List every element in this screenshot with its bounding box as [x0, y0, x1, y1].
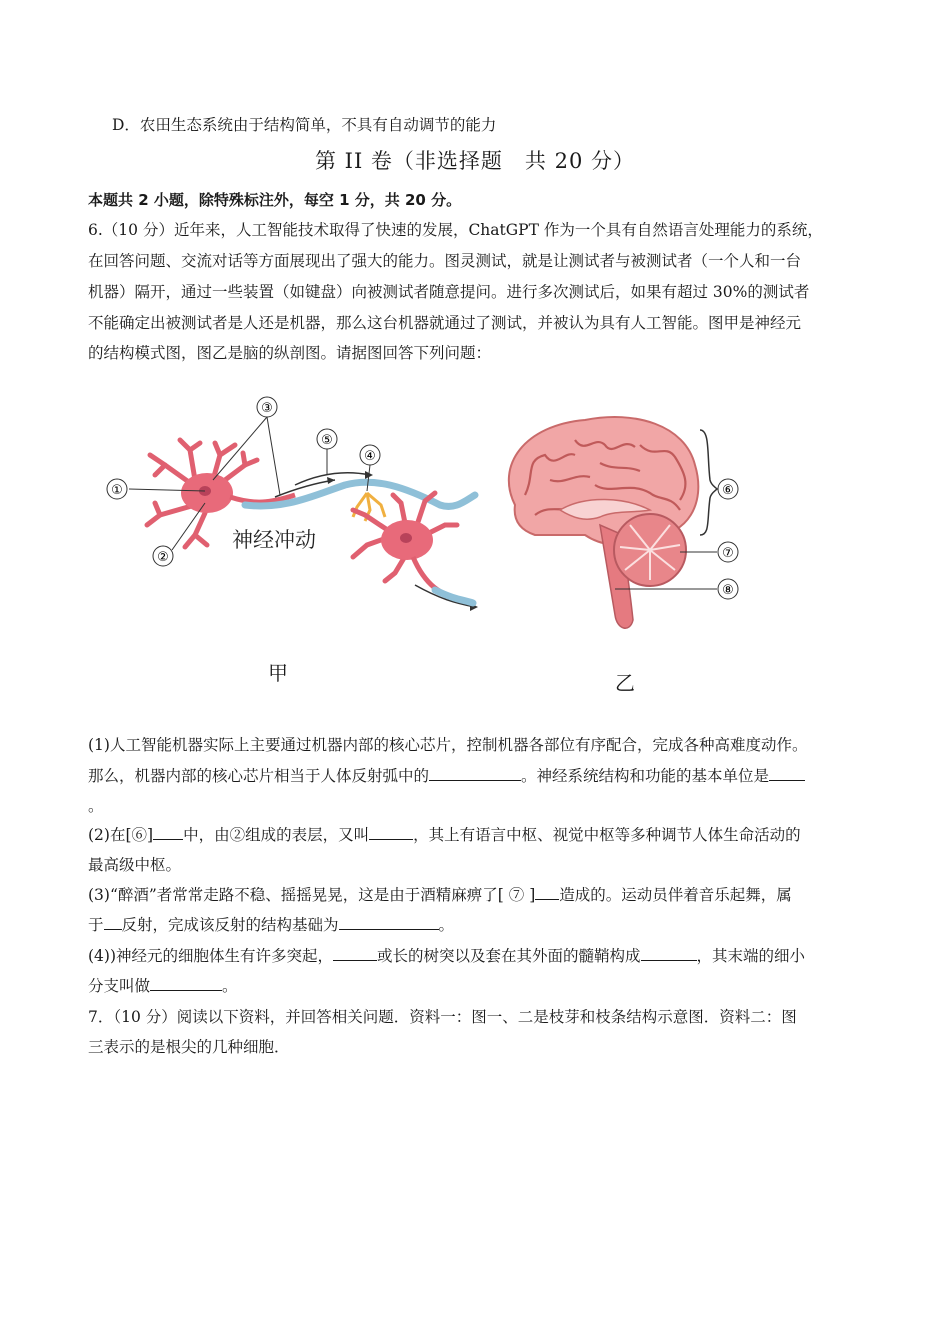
- brain: [509, 417, 699, 628]
- blank-reflex-type[interactable]: [104, 914, 122, 930]
- blank-reflex-part[interactable]: [429, 765, 521, 781]
- sub4-line2: [88, 975, 238, 997]
- svg-text:②: ②: [157, 550, 169, 565]
- label-2: [153, 546, 173, 566]
- sub2-line2: 最高级中枢。: [88, 856, 182, 874]
- svg-text:④: ④: [364, 449, 376, 464]
- sub1-text-a: 那么，机器内部的核心芯片相当于人体反射弧中的: [88, 767, 430, 785]
- sub1-text-b: 。神经系统结构和功能的基本单位是: [521, 767, 770, 785]
- sub3-text-c: 于: [88, 916, 104, 934]
- svg-text:①: ①: [111, 483, 123, 498]
- label-5: [317, 429, 337, 449]
- svg-text:⑤: ⑤: [321, 433, 333, 448]
- svg-text:⑧: ⑧: [722, 583, 734, 598]
- impulse-label: 神经冲动: [232, 528, 316, 552]
- label-3: [257, 397, 277, 417]
- blank-6-name[interactable]: [153, 824, 183, 840]
- sub3-text-d: 反射，完成该反射的结构基础为: [121, 916, 339, 934]
- sub3-text-a: (3)“醉酒”者常常走路不稳、摇摇晃晃，这是由于酒精麻痹了[ ⑦ ]: [88, 886, 536, 904]
- svg-text:⑥: ⑥: [722, 483, 734, 498]
- label-6: [718, 479, 738, 499]
- sub4-line1: [88, 945, 805, 967]
- sub4-text-c: ，其末端的细小: [696, 947, 806, 965]
- sub4-text-b: 或长的树突以及套在其外面的髓鞘构成: [377, 947, 641, 965]
- sub2-text-b: 中，由②组成的表层，又叫: [183, 826, 370, 844]
- label-8: [718, 579, 738, 599]
- sub3-text-e: 。: [438, 916, 455, 934]
- blank-cortex[interactable]: [369, 824, 413, 840]
- label-4: [360, 445, 380, 465]
- brace-6: [700, 430, 717, 535]
- blank-basic-unit[interactable]: [769, 765, 805, 781]
- blank-nerve-fiber[interactable]: [641, 945, 697, 961]
- q6-line2: 在回答问题、交流对话等方面展现出了强大的能力。图灵测试，就是让测试者与被测试者（一个人和一台: [88, 252, 802, 270]
- section-title: 第 II 卷（非选择题 共 20 分）: [314, 149, 635, 173]
- line-4: [367, 465, 370, 491]
- caption-jia: 甲: [268, 661, 288, 685]
- sub3-line1: [88, 884, 792, 906]
- sub1-line2: [88, 765, 805, 787]
- blank-nerve-ending[interactable]: [150, 975, 222, 991]
- figure-neuron-brain: [95, 385, 795, 705]
- sub3-line2: [88, 914, 454, 936]
- line-3b: [267, 417, 280, 495]
- blank-7-name[interactable]: [535, 884, 559, 900]
- q6-line5: 的结构模式图，图乙是脑的纵剖图。请据图回答下列问题：: [88, 344, 492, 362]
- sub2-line1: [88, 824, 801, 846]
- blank-reflex-arc[interactable]: [339, 914, 439, 930]
- q7-line2: 三表示的是根尖的几种细胞．: [88, 1038, 290, 1056]
- q6-line4: 不能确定出被测试者是人还是机器，那么这台机器就通过了测试，并被认为具有人工智能。图甲是神经元: [88, 314, 802, 332]
- sub1-line1: (1)人工智能机器实际上主要通过机器内部的核心芯片，控制机器各部位有序配合，完成各种高难度动作。: [88, 736, 808, 754]
- sub4-text-d: 分支叫做: [88, 977, 151, 995]
- sub4-text-e: 。: [222, 977, 238, 995]
- svg-text:③: ③: [261, 401, 273, 416]
- figure-svg: [95, 385, 795, 705]
- option-d: D．农田生态系统由于结构简单，不具有自动调节的能力: [112, 116, 497, 134]
- label-7: [718, 542, 738, 562]
- label-1: [107, 479, 127, 499]
- sub2-text-a: (2)在[⑥]: [88, 826, 154, 844]
- q6-line3: 机器）隔开，通过一些装置（如键盘）向被测试者随意提问。进行多次测试后，如果有超过 30%的测试者: [88, 283, 810, 301]
- q7-line1: 7．（10 分）阅读以下资料，并回答相关问题．资料一：图一、二是枝芽和枝条结构示意图．资料二：图: [88, 1008, 797, 1026]
- sub1-line3: 。: [88, 797, 104, 815]
- sub3-text-b: 造成的。运动员伴着音乐起舞，属: [559, 886, 792, 904]
- q6-line1: 6.（10 分）近年来，人工智能技术取得了快速的发展，ChatGPT 作为一个具有自然语言处理能力的系统，: [88, 221, 823, 239]
- caption-yi: 乙: [615, 671, 635, 695]
- section-note: 本题共 2 小题，除特殊标注外，每空 1 分，共 20 分。: [88, 191, 462, 209]
- sub4-text-a: (4))神经元的细胞体生有许多突起，: [88, 947, 334, 965]
- svg-text:⑦: ⑦: [722, 546, 734, 561]
- blank-axon[interactable]: [333, 945, 377, 961]
- sub2-text-c: ，其上有语言中枢、视觉中枢等多种调节人体生命活动的: [413, 826, 801, 844]
